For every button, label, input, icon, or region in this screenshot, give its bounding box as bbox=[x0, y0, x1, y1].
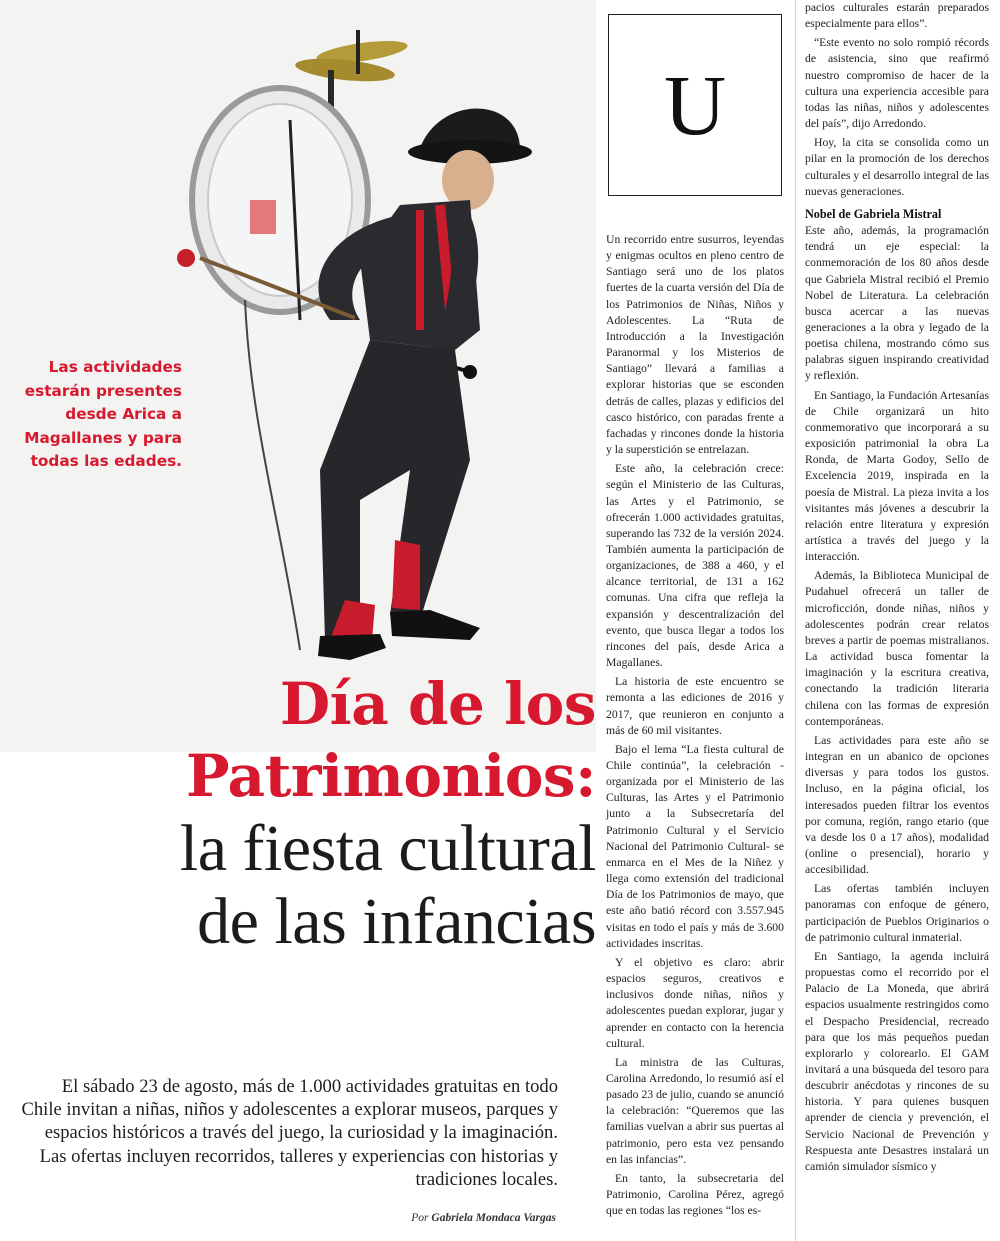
col3-paragraph-5: En Santiago, la Fundación Artesanías de Chile organizará un hito conmemorativo que incorporará a su exposición patrimonial la obra La Ronda, de Marta Godoy, Sello de Excelencia 2019, inspirada en la poesía de Mistral. La pieza invita a los visitantes más jóvenes a descubrir la relación entre literatura y expresión artística a través del juego y la interacción. bbox=[805, 388, 989, 564]
headline bbox=[180, 668, 596, 958]
col3-paragraph-7: Las actividades para este año se integran en un abanico de opciones diversas y para todos los gustos. Incluso, en la página oficial, los interesados pueden filtrar los eventos por comuna, región, rango etario (que va desde los 0 a 17 años), modalidad (online o presencial), horario y accesibilidad. bbox=[805, 733, 989, 877]
col3-paragraph-2: “Este evento no solo rompió récords de asistencia, sino que reafirmó nuestro compromiso de hacer de la cultura una experiencia accesible para todas las niñas, niños y adolescentes del país”, dijo Arredondo. bbox=[805, 36, 989, 131]
byline bbox=[411, 1212, 556, 1224]
col2-paragraph-5: Y el objetivo es claro: abrir espacios seguros, creativos e inclusivos donde niñas, niños y adolescentes puedan explorar, jugar y aprender en contacto con la herencia cultural. bbox=[606, 955, 784, 1050]
drop-cap-box bbox=[608, 14, 782, 196]
col3-paragraph-6: Además, la Biblioteca Municipal de Pudahuel ofrecerá un taller de microficción, donde niñas, niños y adolescentes podrán crear relatos breves a partir de poemas mistralianos. La actividad busca fomentar la imaginación y la escritura creativa, conectando la tradición literaria chilena con las formas de expresión contemporáneas. bbox=[805, 569, 989, 728]
col3-paragraph-4: Este año, además, la programación tendrá un eje especial: la conmemoración de los 80 años desde que Gabriela Mistral recibió el Premio Nobel de Literatura. La celebración busca acercar a las nuevas generaciones a la obra y legado de la poetisa chilena, mostrando cómo sus palabras siguen inspirando creatividad y reflexión. bbox=[805, 224, 989, 383]
column-divider bbox=[795, 0, 796, 1241]
drop-cap-letter: U bbox=[663, 57, 727, 153]
col3-paragraph-9: En Santiago, la agenda incluirá propuestas como el recorrido por el Palacio de La Moneda, que abrirá espacios usualmente restringidos como el Despacho Presidencial, recreado para que los más pequeños puedan explorarlo y colorearlo. El GAM invitará a una búsqueda del tesoro para descubrir anécdotas y rincones de su historia. Y para quienes busquen aprender de ciencia y prevención, el Servicio Nacional de Prevención y Respuesta ante Desastres instalará un camión simulador sísmico y bbox=[805, 949, 989, 1173]
lede-paragraph: El sábado 23 de agosto, más de 1.000 actividades gratuitas en todo Chile invitan a niñas, niños y adolescentes a explorar museos, parques y espacios históricos a través del juego, la curiosidad y la imaginación. Las ofertas incluyen recorridos, talleres y experiencias con historias y tradiciones locales. bbox=[21, 1076, 558, 1190]
headline-line-1: Día de los bbox=[279, 670, 596, 738]
article-column-2 bbox=[606, 232, 784, 1222]
pull-quote: Las actividades estarán presentes desde Arica a Magallanes y para todas las edades. bbox=[24, 358, 182, 471]
col2-paragraph-4: Bajo el lema “La fiesta cultural de Chile continúa”, la celebración -organizada por el Ministerio de las Culturas, las Artes y el Patrimonio junto a la Subsecretaría del Patrimonio Cultural y el Servicio Nacional del Patrimonio Cultural- se enmarca en el Mes de la Niñez y llega como extensión del tradicional Día de los Patrimonios de mayo, que este año batió récord con 3.557.945 visitas en todo el país y más de 3.600 actividades inscritas. bbox=[606, 742, 784, 950]
headline-line-2: Patrimonios: bbox=[185, 742, 596, 810]
col3-paragraph-3: Hoy, la cita se consolida como un pilar en la promoción de los derechos culturales y el desarrollo integral de las nuevas generaciones. bbox=[805, 136, 989, 198]
section-subhead: Nobel de Gabriela Mistral bbox=[805, 206, 942, 221]
col2-paragraph-6: La ministra de las Culturas, Carolina Arredondo, lo resumió así el pasado 23 de julio, cuando se anunció la celebración: “Queremos que las familias vuelvan a abrir sus puertas al patrimonio, pero esta vez pensando en las infancias”. bbox=[606, 1055, 784, 1166]
col2-paragraph-1: Un recorrido entre susurros, leyendas y enigmas ocultos en pleno centro de Santiago será uno de los platos fuertes de la cuarta versión del Día de los Patrimonios de Niñas, Niños y Adolescentes. La “Ruta de Introducción a la Investigación Paranormal y los Misterios de Santiago” llevará a familias a explorar historias que se esconden detrás de calles, plazas y edificios del casco histórico, con paradas frente a fachadas y rincones donde la historia y la superstición se entrelazan. bbox=[606, 233, 784, 457]
col2-paragraph-3: La historia de este encuentro se remonta a las ediciones de 2016 y 2017, que reunieron en conjunto a más de 60 mil visitantes. bbox=[606, 675, 784, 737]
col3-paragraph-8: Las ofertas también incluyen panoramas con enfoque de género, participación de Pueblos Originarios o de patrimonio cultural inmaterial. bbox=[805, 882, 989, 944]
col2-paragraph-7: En tanto, la subsecretaria del Patrimonio, Carolina Pérez, agregó que en todas las regiones “los es- bbox=[606, 1171, 784, 1218]
byline-prefix: Por bbox=[411, 1212, 429, 1224]
col2-paragraph-2: Este año, la celebración crece: según el Ministerio de las Culturas, las Artes y el Patrimonio, se ofrecerán 1.000 actividades gratuitas, superando las 732 de la versión 2024. También aumenta la participación de organizaciones, de 388 a 460, y el alcance territorial, de 131 a 162 comunas. Una cifra que refleja la expansión y descentralización del evento, que busca llegar a todos los rincones del país, desde Arica a Magallanes. bbox=[606, 462, 784, 670]
byline-author: Gabriela Mondaca Vargas bbox=[431, 1212, 556, 1224]
col3-paragraph-1: pacios culturales estarán preparados especialmente para ellos”. bbox=[805, 1, 989, 31]
headline-line-3: la fiesta cultural bbox=[179, 812, 596, 885]
article-column-3 bbox=[805, 0, 989, 1178]
headline-line-4: de las infancias bbox=[197, 885, 596, 958]
